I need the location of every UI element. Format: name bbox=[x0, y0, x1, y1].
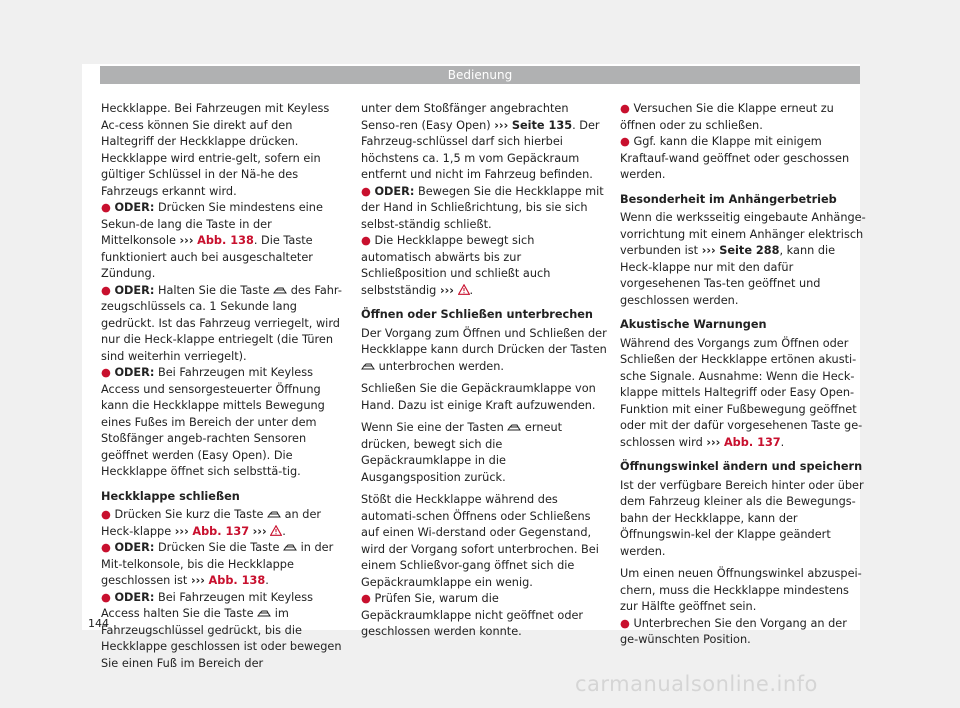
tailgate-key-icon bbox=[283, 544, 297, 552]
xref-arrows-icon: ››› bbox=[706, 435, 721, 449]
tailgate-key-icon bbox=[257, 610, 271, 618]
figure-link[interactable]: Abb. 137 bbox=[192, 524, 250, 538]
xref-arrows-icon: ››› bbox=[190, 574, 205, 587]
text-column-2 bbox=[361, 101, 607, 647]
bullet-icon: ● bbox=[101, 201, 111, 214]
section-heading: Öffnen oder Schließen unterbrechen bbox=[361, 308, 593, 321]
paragraph: Heckklappe. Bei Fahrzeugen mit Keyless Ac-cess können Sie direkt auf den Haltegriff der Heckklappe drücken. Heckklappe wird entrie-gelt, sofern ein gültiger Schlüssel in der Nä-he des Fahrzeugs erkannt wird. bbox=[101, 102, 330, 198]
tailgate-key-icon bbox=[361, 363, 375, 371]
bullet-icon: ● bbox=[620, 102, 630, 115]
section-header bbox=[100, 66, 860, 84]
bullet-icon: ● bbox=[361, 234, 371, 247]
list-item: ● Drücken Sie kurz die Taste an der Heck-klappe ››› Abb. 137 ››› . bbox=[101, 508, 322, 538]
bullet-icon: ● bbox=[620, 135, 630, 148]
bullet-icon: ● bbox=[101, 283, 111, 297]
tailgate-key-icon bbox=[267, 511, 281, 519]
paragraph: Während des Vorgangs zum Öffnen oder Schließen der Heckklappe ertönen akusti-sche Signale. Ausnahme: Wenn die Heck-klappe mittels Haltegriff oder Easy Open-Funktion mit einer Fußbewegung geöffnet oder mit der dafür vorgesehenen Taste ge-schlossen wird ››› Abb. 137. bbox=[620, 336, 863, 449]
page-number: 144 bbox=[88, 617, 109, 630]
section-title: Bedienung bbox=[447, 68, 513, 82]
list-item: ● Versuchen Sie die Klappe erneut zu öffnen oder zu schließen. bbox=[620, 102, 834, 132]
paragraph: unter dem Stoßfänger angebrachten Senso-ren (Easy Open) ››› Seite 135. Der Fahrzeug-schlüssel darf sich hierbei höchstens ca. 1,5 m vom Gepäckraum entfernt und nicht im Fahrzeug befinden. bbox=[361, 102, 600, 181]
watermark: carmanualsonline.info bbox=[575, 672, 818, 696]
xref-arrows-icon: ››› bbox=[439, 283, 454, 297]
list-item: ● ODER: Bei Fahrzeugen mit Keyless Access und sensorgesteuerter Öffnung kann die Heckklappe mittels Bewegung eines Fußes im Bereich der unter dem Stoßfänger angeb-rachten Sensoren geöffnet werden (Easy Open). Die Heckklappe öffnet sich selbsttä-tig. bbox=[101, 366, 325, 478]
figure-link[interactable]: Abb. 138 bbox=[208, 574, 266, 587]
tailgate-key-icon bbox=[273, 287, 287, 295]
list-item: ● ODER: Bei Fahrzeugen mit Keyless Access halten Sie die Taste im Fahrzeugschlüssel gedrückt, bis die Heckklappe geschlossen ist oder bewegen Sie einen Fuß im Bereich der bbox=[101, 590, 342, 670]
paragraph: Wenn Sie eine der Tasten erneut drücken, bewegt sich die Gepäckraumklappe in die Ausgangsposition zurück. bbox=[361, 421, 563, 484]
xref-arrows-icon: ››› bbox=[701, 244, 716, 257]
bullet-icon: ● bbox=[101, 541, 111, 554]
section-heading: Öffnungswinkel ändern und speichern bbox=[620, 460, 863, 473]
list-item: ● Prüfen Sie, warum die Gepäckraumklappe nicht geöffnet oder geschlossen werden konnte. bbox=[361, 592, 584, 638]
list-item: ● Unterbrechen Sie den Vorgang an der ge-wünschten Position. bbox=[620, 616, 847, 646]
section-heading: Akustische Warnungen bbox=[620, 318, 767, 331]
bullet-icon: ● bbox=[361, 184, 371, 198]
paragraph: Schließen Sie die Gepäckraumklappe von Hand. Dazu ist einige Kraft aufzuwenden. bbox=[361, 382, 596, 412]
text-column-3 bbox=[620, 101, 866, 655]
list-item: ● Ggf. kann die Klappe mit einigem Kraftauf-wand geöffnet oder geschossen werden. bbox=[620, 135, 850, 181]
warning-icon bbox=[458, 284, 470, 295]
text-column-1 bbox=[101, 101, 347, 672]
xref-arrows-icon: ››› bbox=[179, 234, 194, 247]
list-item: ● ODER: Drücken Sie die Taste in der Mit-telkonsole, bis die Heckklappe geschlossen ist ››› Abb. 138. bbox=[101, 541, 334, 587]
tailgate-key-icon bbox=[507, 424, 521, 432]
bullet-icon: ● bbox=[101, 508, 111, 521]
bullet-icon: ● bbox=[620, 616, 630, 630]
paragraph: Um einen neuen Öffnungswinkel abzuspei-chern, muss die Heckklappe mindestens zur Hälfte geöffnet sein. bbox=[620, 567, 862, 613]
xref-arrows-icon: ››› bbox=[494, 118, 509, 132]
xref-arrows-icon: ››› bbox=[174, 524, 189, 538]
bullet-icon: ● bbox=[101, 590, 111, 604]
bullet-icon: ● bbox=[101, 366, 111, 379]
warning-icon bbox=[270, 525, 282, 536]
bullet-icon: ● bbox=[361, 592, 371, 605]
section-heading: Besonderheit im Anhängerbetrieb bbox=[620, 192, 837, 206]
figure-link[interactable]: Abb. 138 bbox=[197, 234, 254, 247]
section-heading: Heckklappe schließen bbox=[101, 489, 240, 503]
paragraph: Stößt die Heckklappe während des automati-schen Öffnens oder Schließens auf einen Wi-derstand oder Gegenstand, wird der Vorgang sofort unterbrochen. Bei einem Schließvor-gang öffnet sich die Gepäckraumklappe ein wenig. bbox=[361, 493, 599, 589]
paragraph: Der Vorgang zum Öffnen und Schließen der Heckklappe kann durch Drücken der Tasten unterbrochen werden. bbox=[361, 326, 607, 373]
paragraph: Wenn die werksseitig eingebaute Anhänge-vorrichtung mit einem Anhänger elektrisch verbunden ist ››› Seite 288, kann die Heck-klappe nur mit den dafür vorgesehenen Tas-ten geöffnet und geschlossen werden. bbox=[620, 211, 866, 307]
list-item: ● ODER: Bewegen Sie die Heckklappe mit der Hand in Schließrichtung, bis sie sich selbst-ständig schließt. bbox=[361, 184, 604, 231]
page-link[interactable]: Seite 288 bbox=[719, 244, 780, 257]
page-link[interactable]: Seite 135 bbox=[511, 118, 573, 132]
list-item: ● ODER: Halten Sie die Taste des Fahr-zeugschlüssels ca. 1 Sekunde lang gedrückt. Ist das Fahrzeug verriegelt, wird nur die Heck-klappe entriegelt (die Türen sind weiterhin verriegelt). bbox=[101, 283, 342, 363]
list-item: ● Die Heckklappe bewegt sich automatisch abwärts bis zur Schließposition und schließt auch selbstständig ››› . bbox=[361, 234, 551, 297]
list-item: ● ODER: Drücken Sie mindestens eine Sekun-de lang die Taste in der Mittelkonsole ››› Abb. 138. Die Taste funktioniert auch bei ausgeschalteter Zündung. bbox=[101, 201, 323, 280]
figure-link[interactable]: Abb. 137 bbox=[723, 435, 781, 449]
paragraph: Ist der verfügbare Bereich hinter oder über dem Fahrzeug kleiner als die Bewegungs-bahn der Heckklappe, kann der Öffnungswin-kel der Klappe geändert werden. bbox=[620, 478, 864, 558]
xref-arrows-icon: ››› bbox=[252, 524, 267, 538]
